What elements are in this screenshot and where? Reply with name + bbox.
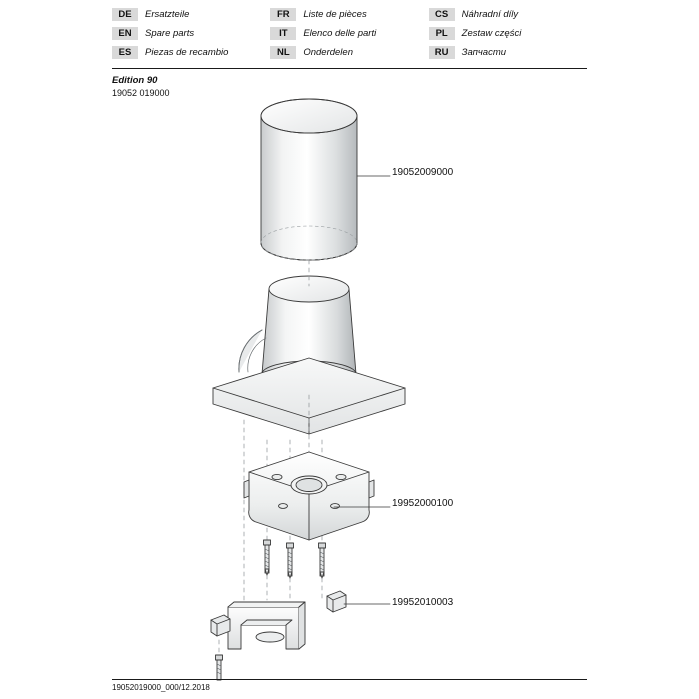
- callout-part-number: 19952010003: [392, 597, 454, 608]
- language-label: Zestaw części: [461, 27, 522, 39]
- callout-part-number: 19052009000: [392, 167, 454, 178]
- language-label: Piezas de recambio: [145, 46, 229, 58]
- wall-arc: [239, 330, 266, 372]
- language-label: Náhradní díly: [461, 8, 519, 20]
- language-label: Запчасти: [461, 46, 507, 58]
- language-label: Elenco delle parti: [303, 27, 377, 39]
- language-label: Onderdelen: [303, 46, 353, 58]
- part-wall-bracket: [228, 602, 305, 649]
- language-code: PL: [429, 27, 455, 40]
- callout-part-number: 19952000100: [392, 498, 454, 509]
- language-label: Liste de pièces: [303, 8, 367, 20]
- language-code: ES: [112, 46, 138, 59]
- footer-divider: [112, 679, 587, 680]
- footer-document-id: 19052019000_000/12.2018: [112, 683, 210, 692]
- language-code: RU: [429, 46, 455, 59]
- language-code: NL: [270, 46, 296, 59]
- language-label: Spare parts: [145, 27, 195, 39]
- edition-title: Edition 90: [112, 75, 158, 86]
- language-code: DE: [112, 8, 138, 21]
- language-code: CS: [429, 8, 455, 21]
- language-code: EN: [112, 27, 138, 40]
- language-label: Ersatzteile: [145, 8, 190, 20]
- part-mounting-body: [244, 452, 374, 540]
- language-code: IT: [270, 27, 296, 40]
- part-glass-cylinder: [261, 99, 357, 260]
- edition-number: 19052 019000: [112, 88, 170, 98]
- language-code: FR: [270, 8, 296, 21]
